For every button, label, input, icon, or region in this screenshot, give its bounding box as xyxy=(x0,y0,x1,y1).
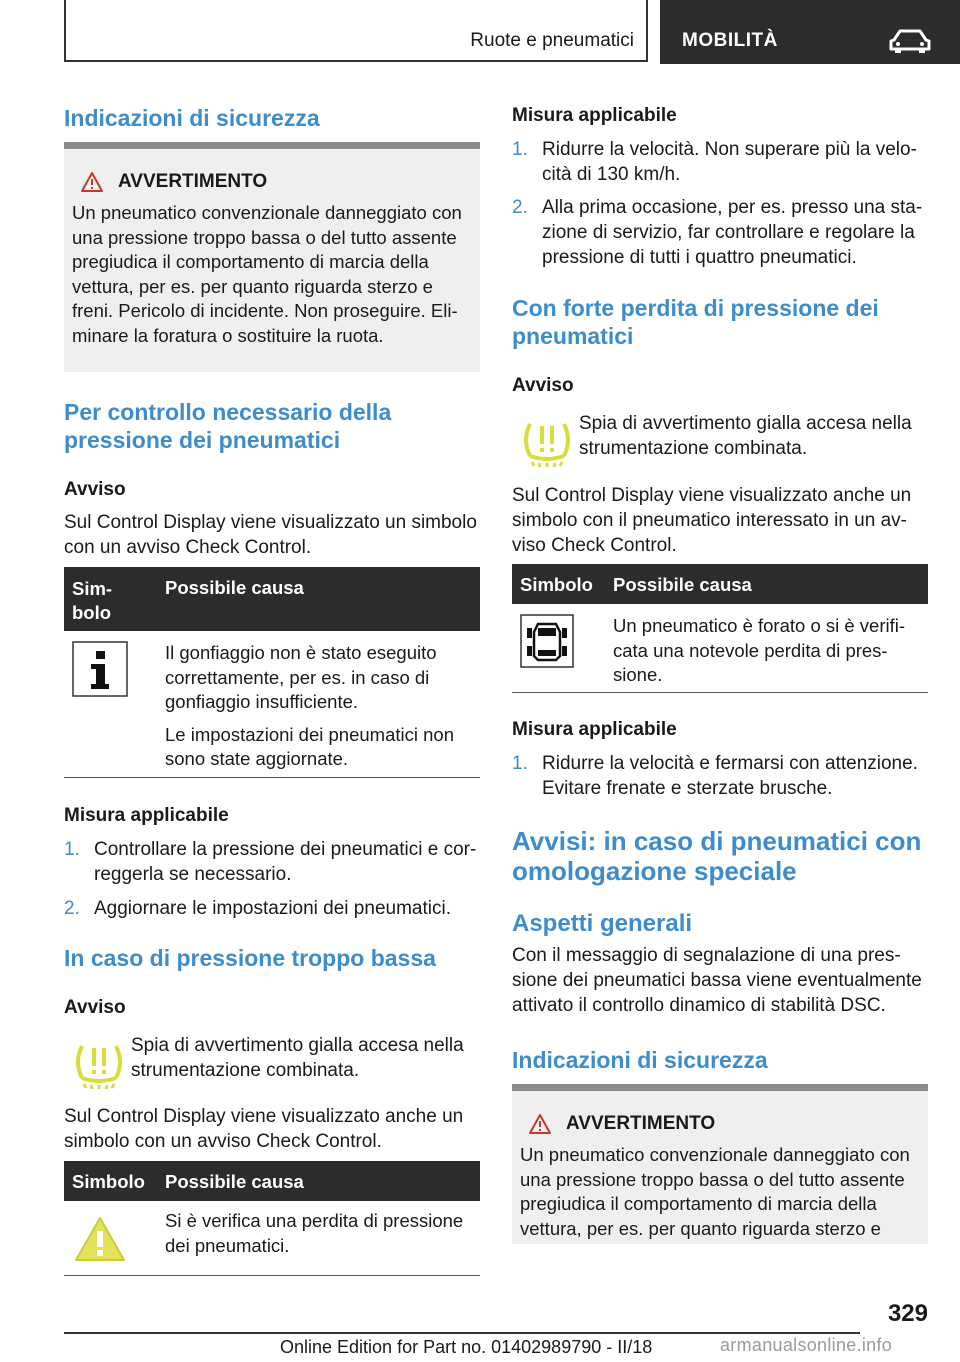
header-section-title: Ruote e pneumatici xyxy=(470,30,634,51)
tire-pressure-icon xyxy=(72,1040,126,1090)
avviso-text xyxy=(64,510,477,560)
cause-text xyxy=(613,614,905,688)
step-text xyxy=(542,137,928,187)
warning-line: vettura, per es. per quanto riguarda sterzo e xyxy=(72,275,433,297)
table-row xyxy=(64,631,480,778)
text-line: con un avviso Check Control. xyxy=(64,537,312,558)
warning-title xyxy=(528,1113,920,1135)
info-icon xyxy=(72,641,128,697)
footer-divider xyxy=(64,1332,860,1334)
steps-list xyxy=(64,837,480,921)
text-line: Con il messaggio di segnalazione di una pres- xyxy=(512,945,901,966)
text-line: Un pneumatico è forato o si è verifi- xyxy=(613,615,906,636)
warning-title-text: AVVERTIMENTO xyxy=(566,1113,716,1134)
table-header xyxy=(512,564,928,604)
warning-box xyxy=(512,1084,928,1244)
warning-line: una pressione troppo bassa o del tutto assente xyxy=(520,1168,905,1190)
check-heading-line: pressione dei pneumatici xyxy=(64,427,341,453)
text-line: Il gonfiaggio non è stato eseguito xyxy=(165,642,437,663)
step-item xyxy=(64,837,480,887)
text-line: Evitare frenate e sterzate brusche. xyxy=(542,778,833,799)
text-line: Sul Control Display viene visualizzato anche un xyxy=(64,1106,464,1127)
step-number: 1. xyxy=(512,139,528,160)
avviso-label: Avviso xyxy=(64,997,126,1018)
text-line: Sul Control Display viene visualizzato anche un xyxy=(512,485,912,506)
warning-triangle-icon xyxy=(80,171,104,193)
text-line: zione di servizio, far controllare e regolare la xyxy=(542,222,915,243)
text-line: strumentazione combinata. xyxy=(579,438,808,459)
heading-line: omologazione speciale xyxy=(512,856,797,886)
text-line: correttamente, per es. in caso di xyxy=(165,666,430,688)
avviso-label: Avviso xyxy=(512,375,574,396)
text-line: dei pneumatici. xyxy=(165,1234,290,1256)
warning-line: Un pneumatico convenzionale danneggiato con xyxy=(72,202,462,223)
safety-heading: Indicazioni di sicurezza xyxy=(512,1047,768,1073)
page-header xyxy=(64,0,960,64)
table-header xyxy=(64,1161,480,1201)
text-line: sione dei pneumatici bassa viene eventualmente xyxy=(512,970,922,991)
text-line: Spia di avvertimento gialla accesa nella xyxy=(579,413,912,434)
step-number: 1. xyxy=(64,839,80,860)
table-header-cause: Possibile causa xyxy=(165,1171,304,1192)
warning-body xyxy=(72,201,472,348)
text-line: sione. xyxy=(613,664,663,685)
footer-site-logo[interactable]: armanualsonline.info xyxy=(720,1335,893,1355)
step-number: 2. xyxy=(512,197,528,218)
warning-line: Un pneumatico convenzionale danneggiato con xyxy=(520,1144,910,1165)
step-item xyxy=(512,751,928,801)
text-line: viso Check Control. xyxy=(512,535,677,556)
steps-list xyxy=(512,137,928,270)
indicator-text xyxy=(579,411,912,461)
step-item xyxy=(512,195,928,270)
tire-pressure-icon xyxy=(520,418,574,468)
warning-triangle-icon xyxy=(528,1113,552,1135)
step-number: 2. xyxy=(64,898,80,919)
step-text xyxy=(94,837,480,887)
table-header-cause: Possibile causa xyxy=(613,574,752,595)
header-chapter-box xyxy=(660,0,960,64)
step-number: 1. xyxy=(512,753,528,774)
cause-text xyxy=(165,641,454,772)
table-header-symbol: Simbolo xyxy=(72,1171,145,1192)
step-text xyxy=(542,751,928,801)
display-text xyxy=(64,1104,463,1154)
text-line: Sul Control Display viene visualizzato un simbolo xyxy=(64,512,477,533)
check-heading-line: Per controllo necessario della xyxy=(64,399,392,425)
header-chapter-title: MOBILITÀ xyxy=(682,30,778,51)
footer-edition: Online Edition for Part no. 01402989790 - II/18 xyxy=(280,1337,653,1357)
warning-line: pregiudica il comportamento di marcia della xyxy=(520,1193,877,1214)
warning-line: una pressione troppo bassa o del tutto assente xyxy=(72,226,457,248)
table-header-symbol: Simbolo xyxy=(520,574,593,595)
indicator-text xyxy=(131,1033,464,1083)
warning-triangle-icon xyxy=(73,1215,127,1263)
special-approval-heading xyxy=(512,826,921,886)
table-header-cause: Possibile causa xyxy=(165,577,304,598)
strong-loss-heading xyxy=(512,294,879,350)
text-line: reggerla se necessario. xyxy=(94,864,292,885)
warning-title-text: AVVERTIMENTO xyxy=(118,171,268,192)
display-text xyxy=(512,483,911,558)
text-line: attivato il controllo dinamico di stabilità DSC. xyxy=(512,995,886,1016)
general-text xyxy=(512,943,922,1018)
measure-title: Misura applicabile xyxy=(512,719,677,740)
text-line: cata una notevole perdita di pres- xyxy=(613,639,888,661)
text-line: gonfiaggio insufficiente. xyxy=(165,691,359,712)
text-line: pressione di tutti i quattro pneumatici. xyxy=(542,247,857,268)
step-text: Aggiornare le impostazioni dei pneumatici. xyxy=(94,898,451,919)
warning-line: pregiudica il comportamento di marcia della xyxy=(72,251,429,272)
table-header xyxy=(64,567,480,631)
text-line: Ridurre la velocità. Non superare più la velo- xyxy=(542,139,917,160)
warning-box xyxy=(64,142,480,372)
low-pressure-heading: In caso di pressione troppo bassa xyxy=(64,945,436,971)
header-section-box xyxy=(64,0,648,62)
text-line: Si è verifica una perdita di pressione xyxy=(165,1210,464,1231)
steps-list xyxy=(512,751,928,801)
car-icon xyxy=(888,28,932,54)
text-line: Le impostazioni dei pneumatici non xyxy=(165,723,454,745)
general-heading: Aspetti generali xyxy=(512,910,693,937)
step-text xyxy=(542,195,928,270)
cause-text xyxy=(165,1209,463,1258)
table-row xyxy=(512,604,928,693)
text-line: Spia di avvertimento gialla accesa nella xyxy=(131,1035,464,1056)
text-line: Alla prima occasione, per es. presso una sta- xyxy=(542,197,923,218)
table-row xyxy=(64,1201,480,1276)
measure-title: Misura applicabile xyxy=(512,105,677,126)
text-line: Controllare la pressione dei pneumatici e cor- xyxy=(94,839,477,860)
text-line: cità di 130 km/h. xyxy=(542,164,681,185)
tire-diagram-icon xyxy=(520,614,574,668)
warning-line: minare la foratura o sostituire la ruota. xyxy=(72,324,384,346)
text-line: simbolo con il pneumatico interessato in un av- xyxy=(512,510,907,531)
header-line: bolo xyxy=(72,602,112,623)
header-line: Sim- xyxy=(72,578,113,599)
text-line: strumentazione combinata. xyxy=(131,1060,360,1081)
heading-line: pneumatici xyxy=(512,323,634,349)
heading-line: Avvisi: in caso di pneumatici con xyxy=(512,826,922,856)
step-item xyxy=(512,137,928,187)
table-header-symbol xyxy=(72,577,112,625)
text-line: Ridurre la velocità e fermarsi con attenzione. xyxy=(542,753,918,774)
check-heading xyxy=(64,398,391,454)
text-line: simbolo con un avviso Check Control. xyxy=(64,1131,382,1152)
step-item xyxy=(64,896,480,921)
warning-line: freni. Pericolo di incidente. Non proseguire. Eli- xyxy=(72,300,458,321)
warning-line: vettura, per es. per quanto riguarda sterzo e xyxy=(520,1217,881,1239)
warning-body xyxy=(520,1143,920,1241)
heading-line: Con forte perdita di pressione dei xyxy=(512,295,879,321)
avviso-label: Avviso xyxy=(64,479,126,500)
page-number: 329 xyxy=(887,1300,928,1327)
text-line: sono state aggiornate. xyxy=(165,748,349,769)
warning-title xyxy=(80,171,472,193)
measure-title: Misura applicabile xyxy=(64,805,229,826)
safety-heading: Indicazioni di sicurezza xyxy=(64,105,320,131)
